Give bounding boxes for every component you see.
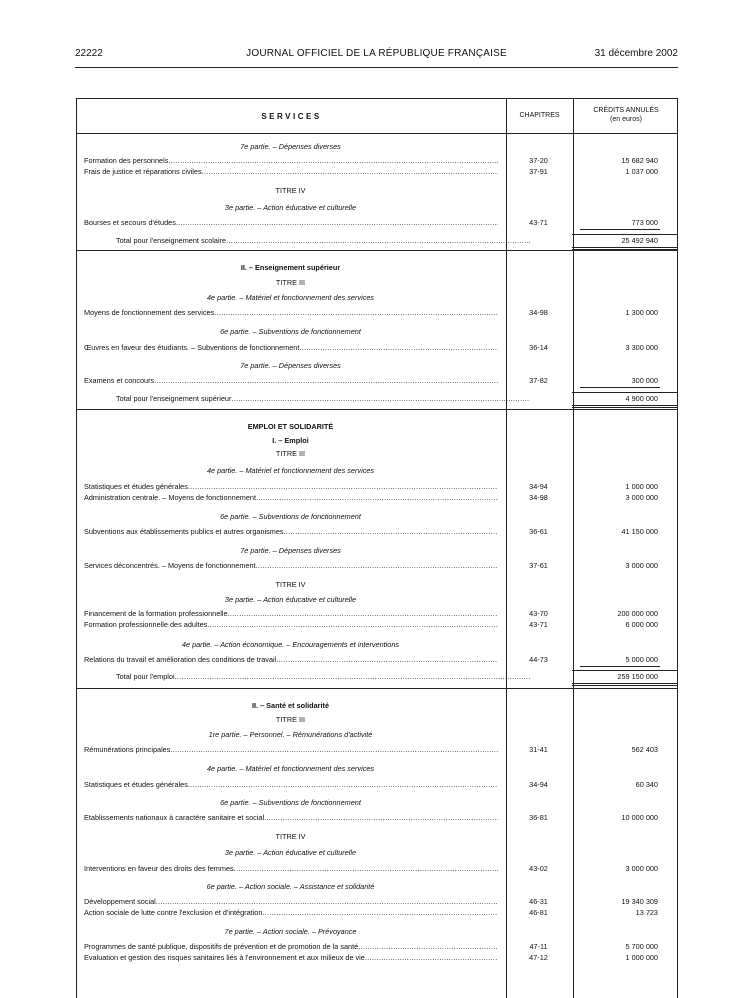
row-credit: 5 700 000	[625, 942, 658, 951]
row-label: Statistiques et études générales .....	[84, 481, 498, 493]
total-row	[76, 235, 678, 247]
header-credits-unit: (en euros)	[610, 116, 642, 123]
row-credit: 3 300 000	[625, 343, 658, 352]
table-row	[76, 654, 678, 666]
row-credit: 60 340	[635, 780, 658, 789]
total-box-bottom	[572, 247, 678, 248]
row-label: Programmes de santé publique, dispositifs de prévention et de promotion de la santé .....	[84, 941, 498, 953]
row-credit: 3 000 000	[625, 561, 658, 570]
row-credit: 3 000 000	[625, 493, 658, 502]
row-chapitre: 31-41	[529, 745, 548, 754]
row-credit: 1 300 000	[625, 308, 658, 317]
section-subheading: 7e partie. – Action sociale. – Prévoyance	[224, 927, 357, 936]
row-label: Relations du travail et amélioration des conditions de travail .....	[84, 654, 498, 666]
row-label: Formation professionnelle des adultes .....	[84, 619, 498, 631]
row-label: Services déconcentrés. – Moyens de fonctionnement .....	[84, 560, 498, 572]
section-title: TITRE IV	[275, 580, 306, 589]
table-header	[77, 99, 677, 134]
row-label: Bourses et secours d'études .....	[84, 217, 498, 229]
row-credit: 1 000 000	[625, 482, 658, 491]
table-row	[76, 619, 678, 631]
row-credit: 15 682 940	[621, 156, 658, 165]
subtotal-underline	[580, 387, 660, 388]
total-box-bottom	[572, 405, 678, 406]
total-box-top	[572, 670, 678, 671]
table-row	[76, 307, 678, 319]
row-label: Financement de la formation professionnelle .....	[84, 608, 498, 620]
row-label: Rémunérations principales .....	[84, 744, 498, 756]
total-box-top	[572, 392, 678, 393]
row-label: Examens et concours .....	[84, 375, 498, 387]
total-box-bottom	[572, 683, 678, 684]
row-chapitre: 36-14	[529, 343, 548, 352]
row-chapitre: 36-61	[529, 527, 548, 536]
table-row	[76, 526, 678, 538]
header-chapitres: CHAPITRES	[519, 112, 560, 119]
section-subheading: 7e partie. – Dépenses diverses	[240, 361, 341, 370]
section-subheading: 7e partie. – Dépenses diverses	[240, 546, 341, 555]
header-rule	[75, 67, 678, 68]
header-services: SERVICES	[261, 112, 322, 121]
row-chapitre: 44-73	[529, 655, 548, 664]
section-separator	[76, 688, 678, 689]
section-title: TITRE III	[275, 278, 306, 287]
section-subheading: 7e partie. – Dépenses diverses	[240, 142, 341, 151]
row-chapitre: 34-98	[529, 493, 548, 502]
row-credit: 25 492 940	[621, 236, 658, 245]
row-credit: 1 037 000	[625, 167, 658, 176]
table-row	[76, 217, 678, 229]
page-header	[75, 48, 678, 64]
section-subheading: 4e partie. – Matériel et fonctionnement des services	[206, 293, 375, 302]
row-chapitre: 36-81	[529, 813, 548, 822]
row-chapitre: 47-12	[529, 953, 548, 962]
row-credit: 1 000 000	[625, 953, 658, 962]
section-subheading: 4e partie. – Matériel et fonctionnement des services	[206, 466, 375, 475]
row-credit: 259 150 000	[617, 672, 658, 681]
row-label: Formation des personnels .....	[84, 155, 498, 167]
total-box-bottom	[572, 685, 678, 686]
row-label: Administration centrale. – Moyens de fonctionnement .....	[84, 492, 498, 504]
section-heading: II. – Enseignement supérieur	[240, 263, 341, 272]
subtotal-underline	[580, 666, 660, 667]
row-credit: 562 403	[631, 745, 658, 754]
row-chapitre: 47-11	[529, 942, 548, 951]
total-box-bottom	[572, 407, 678, 408]
section-heading: EMPLOI ET SOLIDARITÉ	[247, 422, 334, 431]
row-label: Développement social .....	[84, 896, 498, 908]
row-credit: 4 900 000	[625, 394, 658, 403]
section-subheading: 4e partie. – Matériel et fonctionnement des services	[206, 764, 375, 773]
section-subheading: 6e partie. – Subventions de fonctionnement	[220, 512, 361, 521]
section-separator	[76, 409, 678, 410]
row-label: Moyens de fonctionnement des services .....	[84, 307, 498, 319]
row-label: Interventions en faveur des droits des femmes .....	[84, 863, 498, 875]
table-row	[76, 907, 678, 919]
table-row	[76, 952, 678, 964]
row-label: Total pour l'emploi .....	[116, 671, 530, 683]
row-label: Total pour l'enseignement scolaire .....	[116, 235, 530, 247]
row-chapitre: 34-94	[529, 482, 548, 491]
table-row	[76, 779, 678, 791]
table-row	[76, 342, 678, 354]
row-chapitre: 43-71	[529, 218, 548, 227]
section-title: TITRE IV	[275, 186, 306, 195]
row-label: Evaluation et gestion des risques sanitaires liés à l'environnement et aux milieux de vie .....	[84, 952, 498, 964]
row-label: Statistiques et études générales .....	[84, 779, 498, 791]
section-subheading: 6e partie. – Subventions de fonctionnement	[220, 798, 361, 807]
header-credits	[573, 106, 679, 124]
row-credit: 10 000 000	[621, 813, 658, 822]
issue-date: 31 décembre 2002	[594, 48, 678, 59]
row-chapitre: 46-81	[529, 908, 548, 917]
row-label: Action sociale de lutte contre l'exclusion et d'intégration .....	[84, 907, 498, 919]
row-credit: 5 000 000	[625, 655, 658, 664]
row-chapitre: 34-94	[529, 780, 548, 789]
row-chapitre: 34-98	[529, 308, 548, 317]
section-title: TITRE III	[275, 449, 306, 458]
subtotal-underline	[580, 229, 660, 230]
table-row	[76, 812, 678, 824]
row-chapitre: 37-20	[529, 156, 548, 165]
row-chapitre: 43-02	[529, 864, 548, 873]
row-credit: 41 150 000	[621, 527, 658, 536]
section-heading: I. – Emploi	[272, 436, 309, 445]
section-title: TITRE IV	[275, 832, 306, 841]
row-chapitre: 43-71	[529, 620, 548, 629]
row-chapitre: 37-91	[529, 167, 548, 176]
row-credit: 773 000	[631, 218, 658, 227]
section-subheading: 6e partie. – Subventions de fonctionnement	[220, 327, 361, 336]
section-subheading: 4e partie. – Action économique. – Encouragements et interventions	[181, 640, 400, 649]
total-row	[76, 671, 678, 683]
row-credit: 300 000	[631, 376, 658, 385]
header-credits-title: CRÉDITS ANNULÉS	[593, 107, 659, 114]
journal-title: JOURNAL OFFICIEL DE LA RÉPUBLIQUE FRANÇAISE	[246, 48, 507, 59]
row-label: Etablissements nationaux à caractère sanitaire et social .....	[84, 812, 498, 824]
row-label: Subventions aux établissements publics et autres organismes .....	[84, 526, 498, 538]
total-row	[76, 393, 678, 405]
section-heading: II. – Santé et solidarité	[251, 701, 330, 710]
section-subheading: 1re partie. – Personnel. – Rémunérations d'activité	[208, 730, 373, 739]
section-separator	[76, 250, 678, 251]
page-number: 22222	[75, 48, 103, 59]
table-row	[76, 375, 678, 387]
table-row	[76, 560, 678, 572]
row-chapitre: 46-31	[529, 897, 548, 906]
row-credit: 13 723	[635, 908, 658, 917]
row-credit: 19 340 309	[621, 897, 658, 906]
table-row	[76, 863, 678, 875]
section-title: TITRE III	[275, 715, 306, 724]
section-subheading: 3e partie. – Action éducative et culturelle	[224, 848, 357, 857]
row-chapitre: 37-82	[529, 376, 548, 385]
row-credit: 200 000 000	[617, 609, 658, 618]
row-chapitre: 43-70	[529, 609, 548, 618]
row-label: Total pour l'enseignement supérieur .....	[116, 393, 530, 405]
row-label: Frais de justice et réparations civiles .....	[84, 166, 498, 178]
row-label: Œuvres en faveur des étudiants. – Subventions de fonctionnement .....	[84, 342, 498, 354]
section-subheading: 3e partie. – Action éducative et culturelle	[224, 203, 357, 212]
row-credit: 6 000 000	[625, 620, 658, 629]
table-row	[76, 492, 678, 504]
section-subheading: 6e partie. – Action sociale. – Assistance et solidarité	[206, 882, 375, 891]
table-row	[76, 744, 678, 756]
total-box-top	[572, 234, 678, 235]
row-credit: 3 000 000	[625, 864, 658, 873]
table-row	[76, 166, 678, 178]
row-chapitre: 37-61	[529, 561, 548, 570]
section-subheading: 3e partie. – Action éducative et culturelle	[224, 595, 357, 604]
